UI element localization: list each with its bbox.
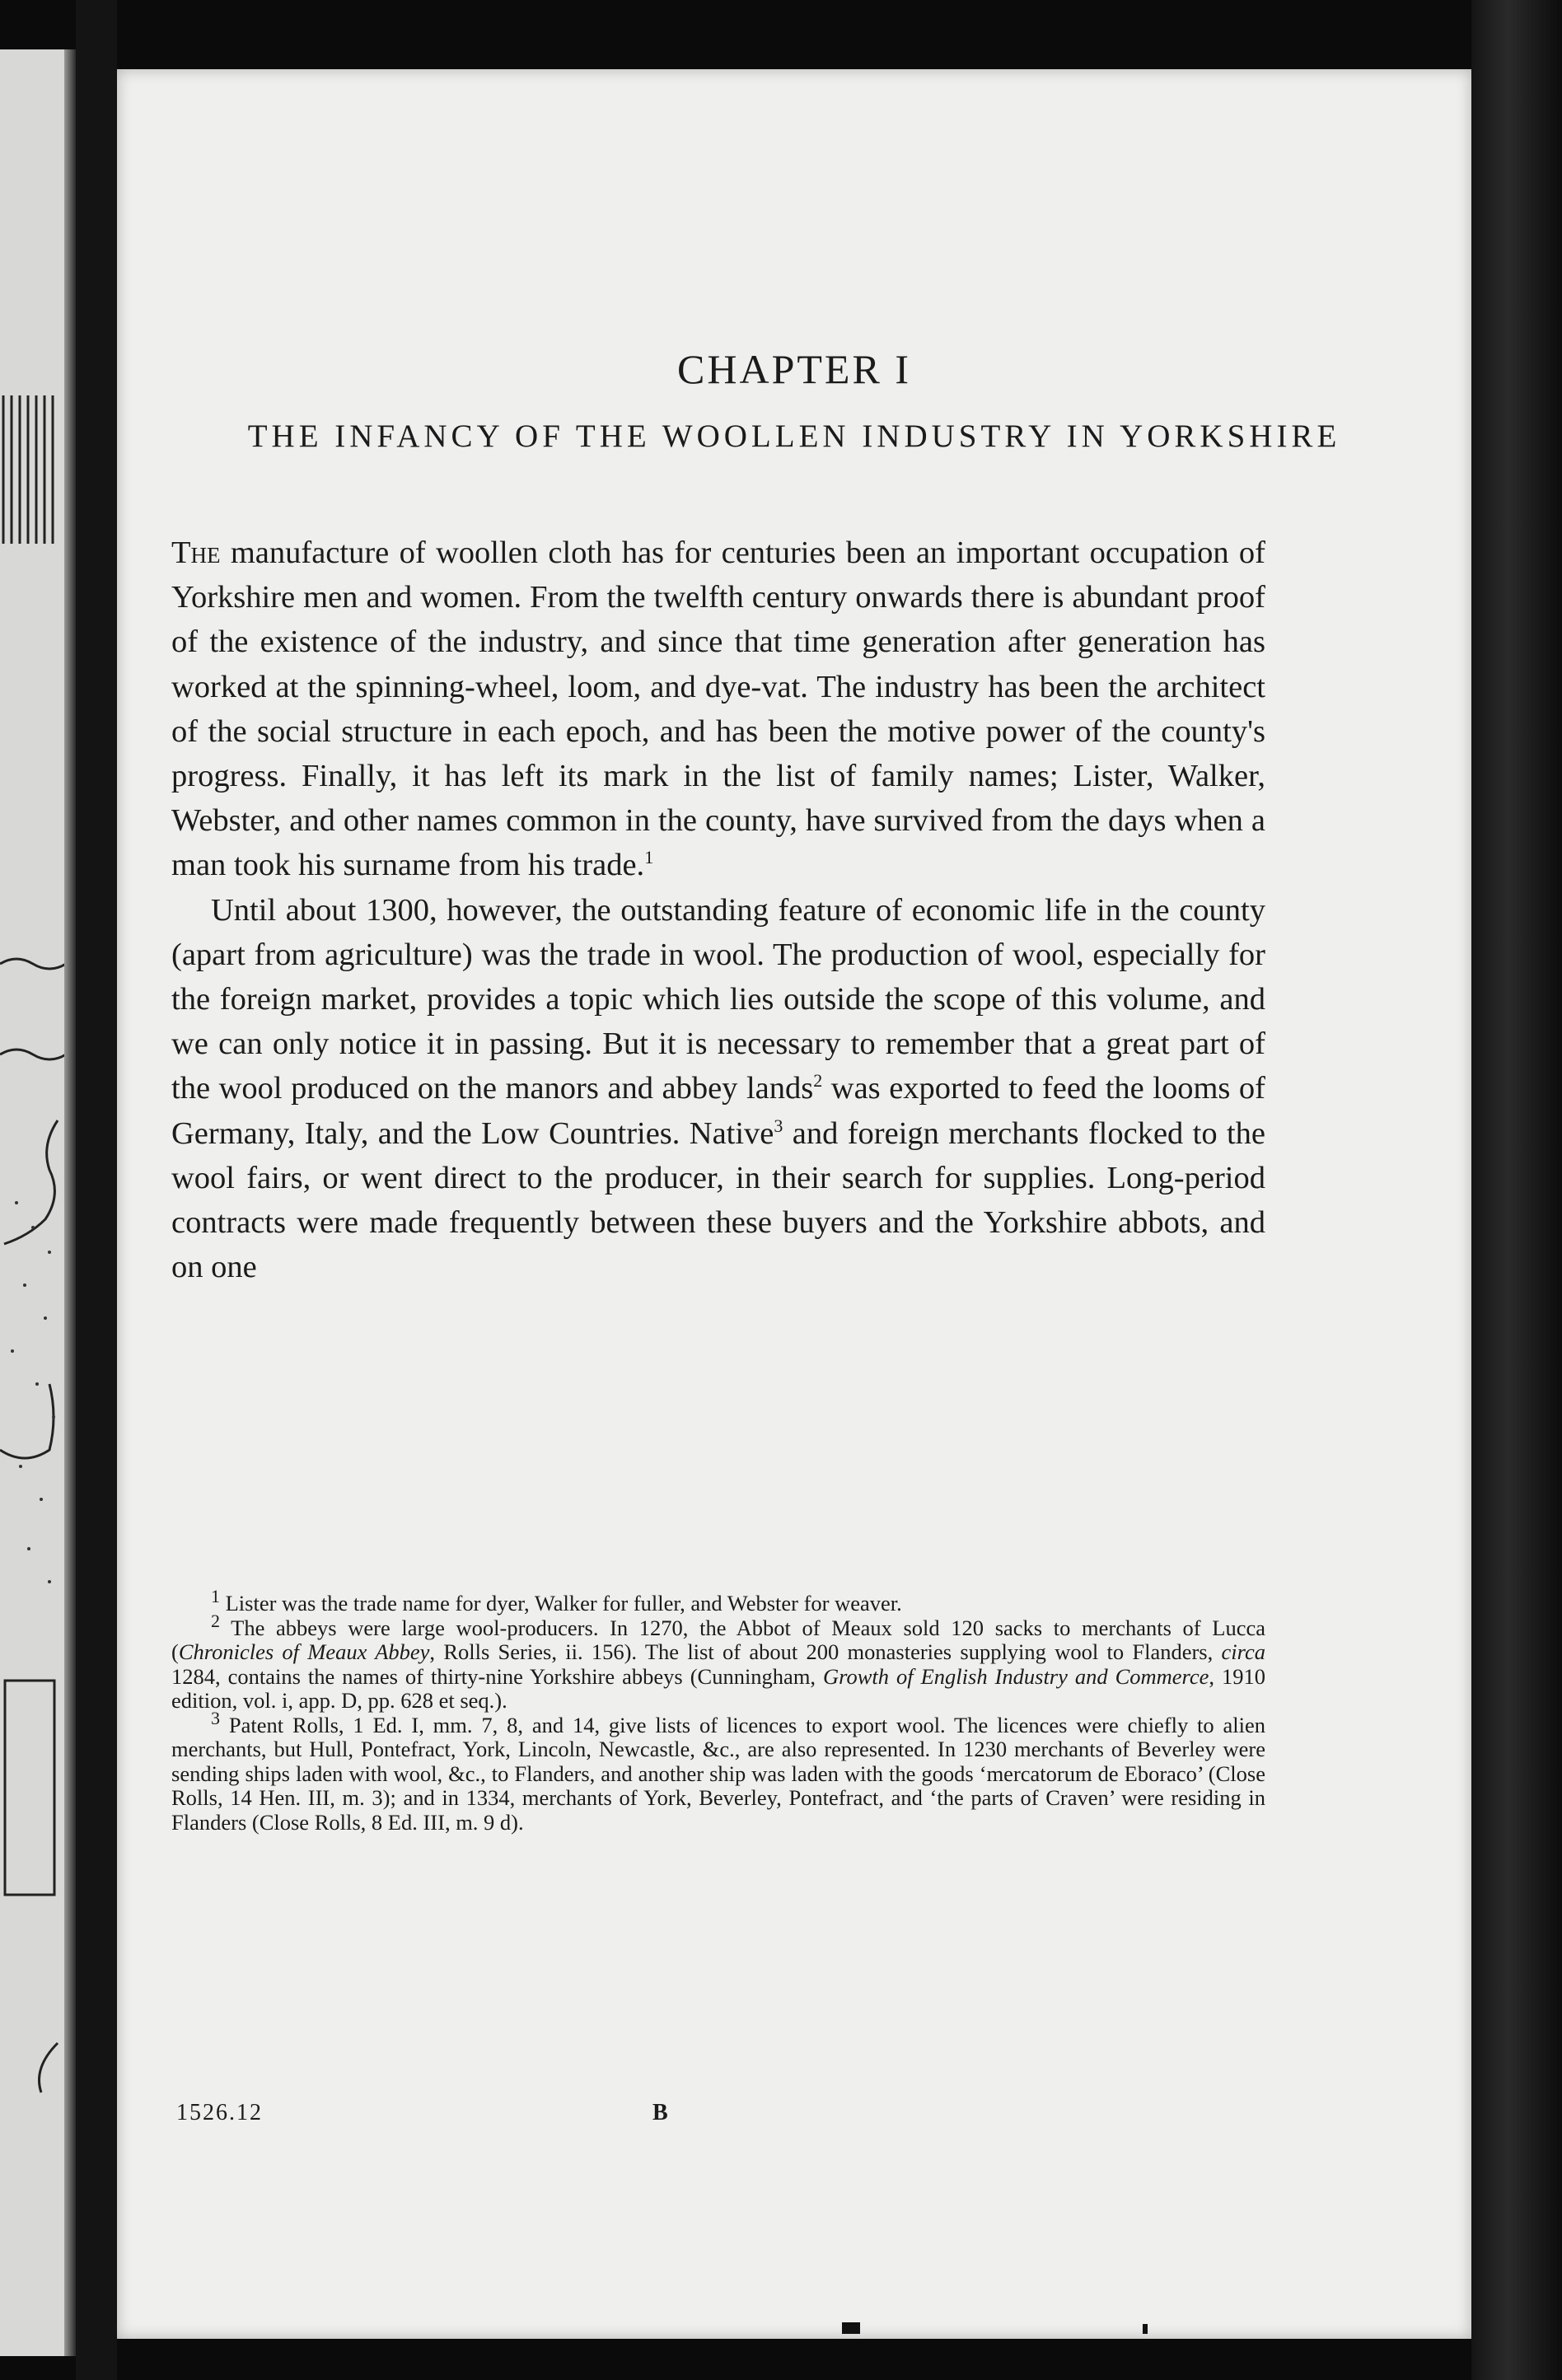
- adjacent-page-strip: [0, 49, 76, 2356]
- footnote-marker: 1: [211, 1586, 220, 1607]
- footnote-text: Lister was the trade name for dyer, Walker for fuller, and Webster for weaver.: [225, 1591, 902, 1616]
- footnote: [171, 1586, 1265, 1616]
- footnote-text: The abbeys were large wool-producers. In 1270, the Abbot of Meaux sold 120 sacks to merchants of Lucca (: [171, 1615, 1265, 1664]
- chapter-title: CHAPTER I: [677, 346, 911, 392]
- footnote-citation-title: Chronicles of Meaux Abbey: [178, 1639, 430, 1664]
- footnote-text: 1284, contains the names of thirty-nine Yorkshire abbeys (Cunningham,: [171, 1663, 824, 1689]
- footnote-marker: 2: [211, 1610, 220, 1631]
- footnote-reference[interactable]: 3: [774, 1115, 783, 1136]
- body-text: [171, 531, 1265, 1289]
- scan-edge-mark: [842, 2322, 860, 2334]
- footnote-text: , Rolls Series, ii. 156). The list of about 200 monasteries supplying wool to Flanders,: [429, 1639, 1222, 1664]
- footnote-citation-title: circa: [1221, 1639, 1265, 1664]
- scan-edge-mark: [1143, 2324, 1148, 2334]
- chapter-subtitle: THE INFANCY OF THE WOOLLEN INDUSTRY IN YORKSHIRE: [247, 418, 1341, 454]
- printer-signature-mark: 1526.12: [176, 2100, 263, 2125]
- paragraph-lead-word: The: [171, 535, 221, 570]
- gathering-letter: B: [652, 2100, 668, 2125]
- footnote-marker: 3: [211, 1707, 220, 1728]
- footnote-text: Patent Rolls, 1 Ed. I, mm. 7, 8, and 14, give lists of licences to export wool. The licences were chiefly to alien merchants, but Hull, Pontefract, York, Lincoln, Newcastle, &c., are also represented. In 1230 merchants of Beverley were sending ships laden with wool, &c., to Flanders, and another ship was laden with the goods ‘mercatorum de Eboraco’ (Close Rolls, 14 Hen. III, m. 3); and in 1334, merchants of York, Beverley, Pontefract, and ‘the parts of Craven’ were residing in Flanders (Close Rolls, 8 Ed. III, m. 9 d).: [171, 1712, 1265, 1835]
- footnote-reference[interactable]: 2: [813, 1070, 823, 1092]
- book-gutter: [76, 0, 117, 2380]
- paragraph-text: and foreign merchants flocked to the wool fairs, or went direct to the producer, in their search for supplies. Long-period contracts were made frequently between these buyers and the Yorkshire abbots, and on one: [171, 1115, 1265, 1285]
- scan-right-edge: [1471, 0, 1562, 2380]
- paragraph-text: Until about 1300, however, the outstanding feature of economic life in the county (apart from agriculture) was the trade in wool. The production of wool, especially for the foreign market, provides a topic which lies outside the scope of this volume, and we can only notice it in passing. But it is necessary to remember that a great part of the wool produced on the manors and abbey lands: [171, 892, 1265, 1106]
- footnote: [171, 1610, 1266, 1714]
- body-paragraph: [171, 888, 1265, 1290]
- footnote-citation-title: Growth of English Industry and Commerce: [823, 1663, 1209, 1689]
- footnote: [171, 1707, 1265, 1835]
- paragraph-text: was exported to feed the looms of Germany, Italy, and the Low Countries. Native: [171, 1071, 1266, 1151]
- body-paragraph: [171, 531, 1265, 888]
- footnote-text: , 1910 edition, vol. i, app. D, pp. 628 et seq.).: [171, 1663, 1266, 1713]
- page-fold-shadow: [64, 49, 76, 2356]
- adjacent-page-map-fragment: [0, 395, 66, 2125]
- book-page: [117, 69, 1471, 2339]
- footnote-reference[interactable]: 1: [644, 847, 654, 868]
- paragraph-text: manufacture of woollen cloth has for centuries been an important occupation of Yorkshire men and women. From the twelfth century onwards there is abundant proof of the existence of the industry, and since that time generation after generation has worked at the spinning-wheel, loom, and dye-vat. The industry has been the architect of the social structure in each epoch, and has been the motive power of the county's progress. Finally, it has left its mark in the list of family names; Lister, Walker, Webster, and other names common in the county, have survived from the days when a man took his surname from his trade.: [171, 535, 1265, 883]
- footnotes: [171, 1586, 1266, 1835]
